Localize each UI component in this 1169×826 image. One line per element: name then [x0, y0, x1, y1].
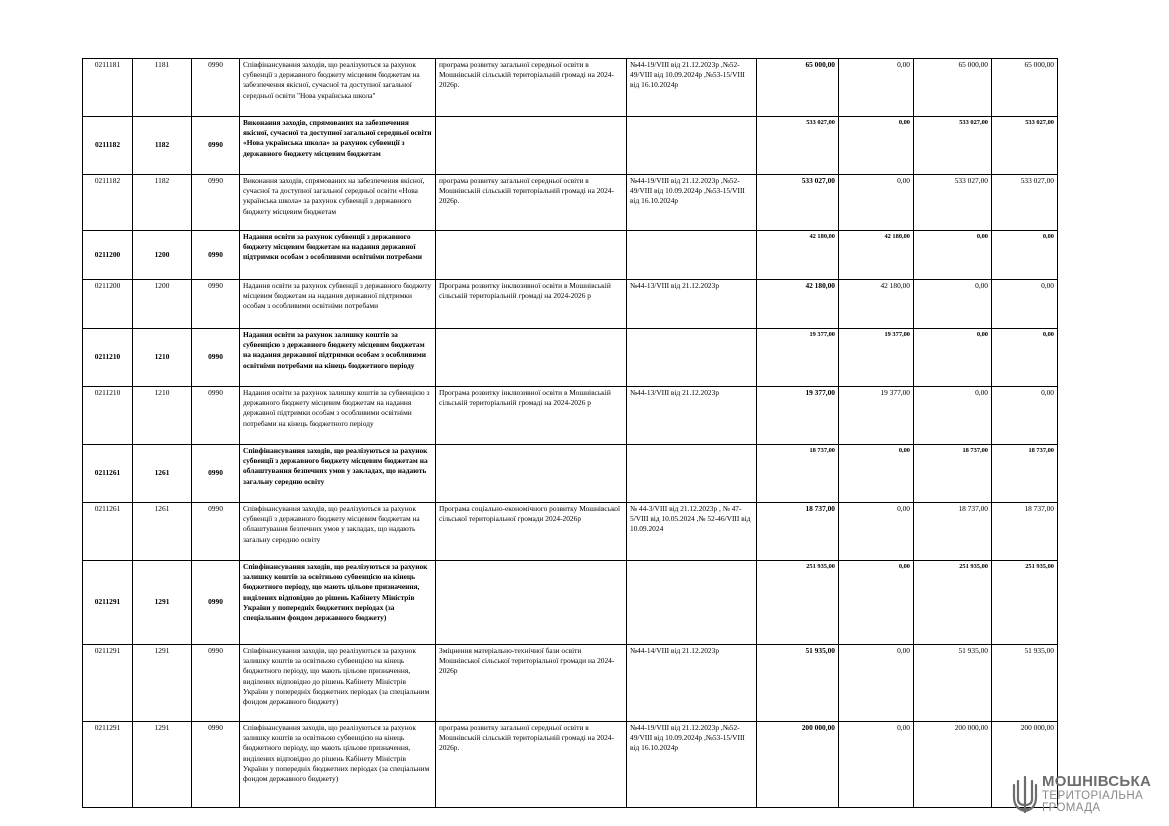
table-row: [83, 117, 1058, 175]
row-program-name: [436, 117, 627, 175]
row-special-fund: 18 737,00: [914, 445, 992, 503]
row-general-fund: 0,00: [839, 645, 914, 722]
row-total: 18 737,00: [757, 445, 839, 503]
row-special-fund: 533 027,00: [914, 117, 992, 175]
row-development-budget: 200 000,00: [992, 722, 1058, 808]
row-development-budget: 18 737,00: [992, 445, 1058, 503]
row-description: Співфінансування заходів, що реалізуються за рахунок субвенції з державного бюджету місцевим бюджетам на облаштування безпечних умов у закладах, що надають загальну середню освіту: [240, 503, 436, 561]
row-description: Співфінансування заходів, що реалізуються за рахунок залишку коштів за освітньою субвенцією на кінець бюджетного періоду, що мають цільове призначення, виділених відповідно до рішень Кабінету Міністрів України у попередніх бюджетних періодах (за спеціальним фондом державного бюджету): [240, 645, 436, 722]
row-program-code: 0211181: [83, 59, 133, 117]
row-decision: [627, 561, 757, 645]
row-program-code: 0211182: [83, 175, 133, 231]
row-classification-code: 0990: [192, 445, 240, 503]
row-program-code: 0211291: [83, 561, 133, 645]
budget-table: [82, 58, 1058, 808]
row-classification-code: 0990: [192, 175, 240, 231]
logo-line-1: МОШНІВСЬКА: [1042, 773, 1152, 790]
row-classification-code: 0990: [192, 117, 240, 175]
row-description: Співфінансування заходів, що реалізуються за рахунок субвенції з державного бюджету місцевим бюджетам на облаштування безпечних умов у закладах, що надають загальну середню освіту: [240, 445, 436, 503]
row-total: 19 377,00: [757, 387, 839, 445]
table-row: [83, 175, 1058, 231]
row-special-fund: 0,00: [914, 280, 992, 329]
table-row: [83, 645, 1058, 722]
row-function-code: 1291: [133, 722, 192, 808]
row-special-fund: 533 027,00: [914, 175, 992, 231]
row-program-name: [436, 561, 627, 645]
row-classification-code: 0990: [192, 231, 240, 280]
row-description: Співфінансування заходів, що реалізуються за рахунок залишку коштів за освітньою субвенцією на кінець бюджетного періоду, що мають цільове призначення, виділених відповідно до рішень Кабінету Міністрів України у попередніх бюджетних періодах (за спеціальним фондом державного бюджету): [240, 561, 436, 645]
row-description: Надання освіти за рахунок субвенції з державного бюджету місцевим бюджетам на надання державної підтримки особам з особливими освітніми потребами: [240, 280, 436, 329]
row-decision: [627, 231, 757, 280]
row-description: Виконання заходів, спрямованих на забезпечення якісної, сучасної та доступної загальної середньої освіти «Нова українська школа» за рахунок субвенції з державного бюджету місцевим бюджетам: [240, 175, 436, 231]
row-special-fund: 0,00: [914, 329, 992, 387]
row-general-fund: 0,00: [839, 561, 914, 645]
logo-line-3: ГРОМАДА: [1042, 802, 1101, 814]
row-development-budget: 533 027,00: [992, 175, 1058, 231]
row-function-code: 1200: [133, 280, 192, 329]
row-decision: №44-19/VIII від 21.12.2023р ,№52-49/VIII від 10.09.2024р ,№53-15/VIII від 16.10.2024р: [627, 722, 757, 808]
row-program-name: [436, 329, 627, 387]
row-total: 42 180,00: [757, 231, 839, 280]
row-special-fund: 18 737,00: [914, 503, 992, 561]
row-total: 251 935,00: [757, 561, 839, 645]
row-total: 18 737,00: [757, 503, 839, 561]
table-row: [83, 280, 1058, 329]
row-program-code: 0211291: [83, 645, 133, 722]
row-function-code: 1210: [133, 387, 192, 445]
row-general-fund: 19 377,00: [839, 387, 914, 445]
row-special-fund: 251 935,00: [914, 561, 992, 645]
row-general-fund: 0,00: [839, 59, 914, 117]
row-classification-code: 0990: [192, 645, 240, 722]
row-program-code: 0211291: [83, 722, 133, 808]
row-development-budget: 51 935,00: [992, 645, 1058, 722]
row-function-code: 1261: [133, 445, 192, 503]
row-development-budget: 0,00: [992, 280, 1058, 329]
row-program-code: 0211200: [83, 231, 133, 280]
table-row: [83, 59, 1058, 117]
row-decision: №44-13/VIII від 21.12.2023р: [627, 280, 757, 329]
row-function-code: 1182: [133, 175, 192, 231]
row-development-budget: 0,00: [992, 387, 1058, 445]
row-general-fund: 0,00: [839, 503, 914, 561]
row-function-code: 1181: [133, 59, 192, 117]
row-program-name: [436, 231, 627, 280]
row-program-name: Програма розвитку інклюзивної освіти в Мошнівській сільській територіальній громаді на 2024-2026 р: [436, 387, 627, 445]
row-description: Співфінансування заходів, що реалізуються за рахунок субвенції з державного бюджету місцевим бюджетам на забезпечення якісної, сучасної та доступної загальної середньої освіти "Нова українська школа": [240, 59, 436, 117]
row-function-code: 1261: [133, 503, 192, 561]
row-total: 19 377,00: [757, 329, 839, 387]
row-program-name: програма розвитку загальної середньої освіти в Мошнівській сільській територіальній громаді на 2024-2026р.: [436, 175, 627, 231]
row-classification-code: 0990: [192, 503, 240, 561]
row-program-name: Програма соціально-економічного розвитку Мошнівської сільської територіальної громади 2024-2026р: [436, 503, 627, 561]
table-row: [83, 561, 1058, 645]
row-general-fund: 0,00: [839, 175, 914, 231]
row-general-fund: 42 180,00: [839, 231, 914, 280]
table-row: [83, 445, 1058, 503]
row-function-code: 1291: [133, 561, 192, 645]
row-classification-code: 0990: [192, 59, 240, 117]
row-decision: [627, 117, 757, 175]
row-program-code: 0211261: [83, 445, 133, 503]
row-special-fund: 65 000,00: [914, 59, 992, 117]
row-total: 51 935,00: [757, 645, 839, 722]
row-description: Надання освіти за рахунок залишку коштів за субвенцією з державного бюджету місцевим бюджетам на надання державної підтримки особам з особливими освітніми потребами на кінець бюджетного періоду: [240, 387, 436, 445]
row-total: 200 000,00: [757, 722, 839, 808]
table-row: [83, 231, 1058, 280]
table-row: [83, 329, 1058, 387]
row-program-code: 0211210: [83, 329, 133, 387]
row-development-budget: 251 935,00: [992, 561, 1058, 645]
row-total: 533 027,00: [757, 175, 839, 231]
row-program-name: програма розвитку загальної середньої освіти в Мошнівській сільській територіальній громаді на 2024-2026р.: [436, 722, 627, 808]
logo-line-2: ТЕРИТОРІАЛЬНА: [1042, 790, 1144, 802]
row-description: Надання освіти за рахунок субвенції з державного бюджету місцевим бюджетам на надання державної підтримки особам з особливими освітніми потребами: [240, 231, 436, 280]
row-total: 65 000,00: [757, 59, 839, 117]
community-logo: [1012, 773, 1157, 817]
row-special-fund: 51 935,00: [914, 645, 992, 722]
row-description: Надання освіти за рахунок залишку коштів за субвенцією з державного бюджету місцевим бюджетам на надання державної підтримки особам з особливими освітніми потребами на кінець бюджетного періоду: [240, 329, 436, 387]
row-general-fund: 19 377,00: [839, 329, 914, 387]
row-function-code: 1210: [133, 329, 192, 387]
row-function-code: 1200: [133, 231, 192, 280]
row-program-name: Зміцнення матеріально-технічної бази освіти Мошнівської сільської територіальної громади на 2024-2026р: [436, 645, 627, 722]
row-development-budget: 0,00: [992, 231, 1058, 280]
table-row: [83, 503, 1058, 561]
table-row: [83, 722, 1058, 808]
row-decision: №44-14/VIII від 21.12.2023р: [627, 645, 757, 722]
row-decision: [627, 445, 757, 503]
table-row: [83, 387, 1058, 445]
row-general-fund: 42 180,00: [839, 280, 914, 329]
row-program-name: Програма розвитку інклюзивної освіти в Мошнівській сільській територіальній громаді на 2024-2026 р: [436, 280, 627, 329]
row-decision: [627, 329, 757, 387]
trident-icon: [1012, 775, 1038, 815]
row-special-fund: 0,00: [914, 387, 992, 445]
row-general-fund: 0,00: [839, 445, 914, 503]
row-general-fund: 0,00: [839, 722, 914, 808]
row-general-fund: 0,00: [839, 117, 914, 175]
row-decision: № 44-3/VIII від 21.12.2023р , № 47-5/VIII від 10.05.2024 ,№ 52-46/VIII від 10.09.2024: [627, 503, 757, 561]
row-classification-code: 0990: [192, 280, 240, 329]
row-classification-code: 0990: [192, 561, 240, 645]
row-function-code: 1182: [133, 117, 192, 175]
row-program-code: 0211182: [83, 117, 133, 175]
row-description: Виконання заходів, спрямованих на забезпечення якісної, сучасної та доступної загальної середньої освіти «Нова українська школа» за рахунок субвенції з державного бюджету місцевим бюджетам: [240, 117, 436, 175]
row-development-budget: 18 737,00: [992, 503, 1058, 561]
row-classification-code: 0990: [192, 329, 240, 387]
row-development-budget: 0,00: [992, 329, 1058, 387]
row-total: 533 027,00: [757, 117, 839, 175]
row-program-code: 0211210: [83, 387, 133, 445]
row-program-code: 0211261: [83, 503, 133, 561]
row-decision: №44-19/VIII від 21.12.2023р ,№52-49/VIII від 10.09.2024р ,№53-15/VIII від 16.10.2024р: [627, 175, 757, 231]
row-classification-code: 0990: [192, 387, 240, 445]
row-decision: №44-13/VIII від 21.12.2023р: [627, 387, 757, 445]
row-development-budget: 533 027,00: [992, 117, 1058, 175]
row-decision: №44-19/VIII від 21.12.2023р ,№52-49/VIII від 10.09.2024р ,№53-15/VIII від 16.10.2024р: [627, 59, 757, 117]
row-program-code: 0211200: [83, 280, 133, 329]
row-description: Співфінансування заходів, що реалізуються за рахунок залишку коштів за освітньою субвенцією на кінець бюджетного періоду, що мають цільове призначення, виділених відповідно до рішень Кабінету Міністрів України у попередніх бюджетних періодах (за спеціальним фондом державного бюджету): [240, 722, 436, 808]
row-program-name: програма розвитку загальної середньої освіти в Мошнівській сільській територіальній громаді на 2024-2026р.: [436, 59, 627, 117]
row-function-code: 1291: [133, 645, 192, 722]
row-classification-code: 0990: [192, 722, 240, 808]
row-total: 42 180,00: [757, 280, 839, 329]
row-special-fund: 200 000,00: [914, 722, 992, 808]
row-development-budget: 65 000,00: [992, 59, 1058, 117]
row-program-name: [436, 445, 627, 503]
row-special-fund: 0,00: [914, 231, 992, 280]
